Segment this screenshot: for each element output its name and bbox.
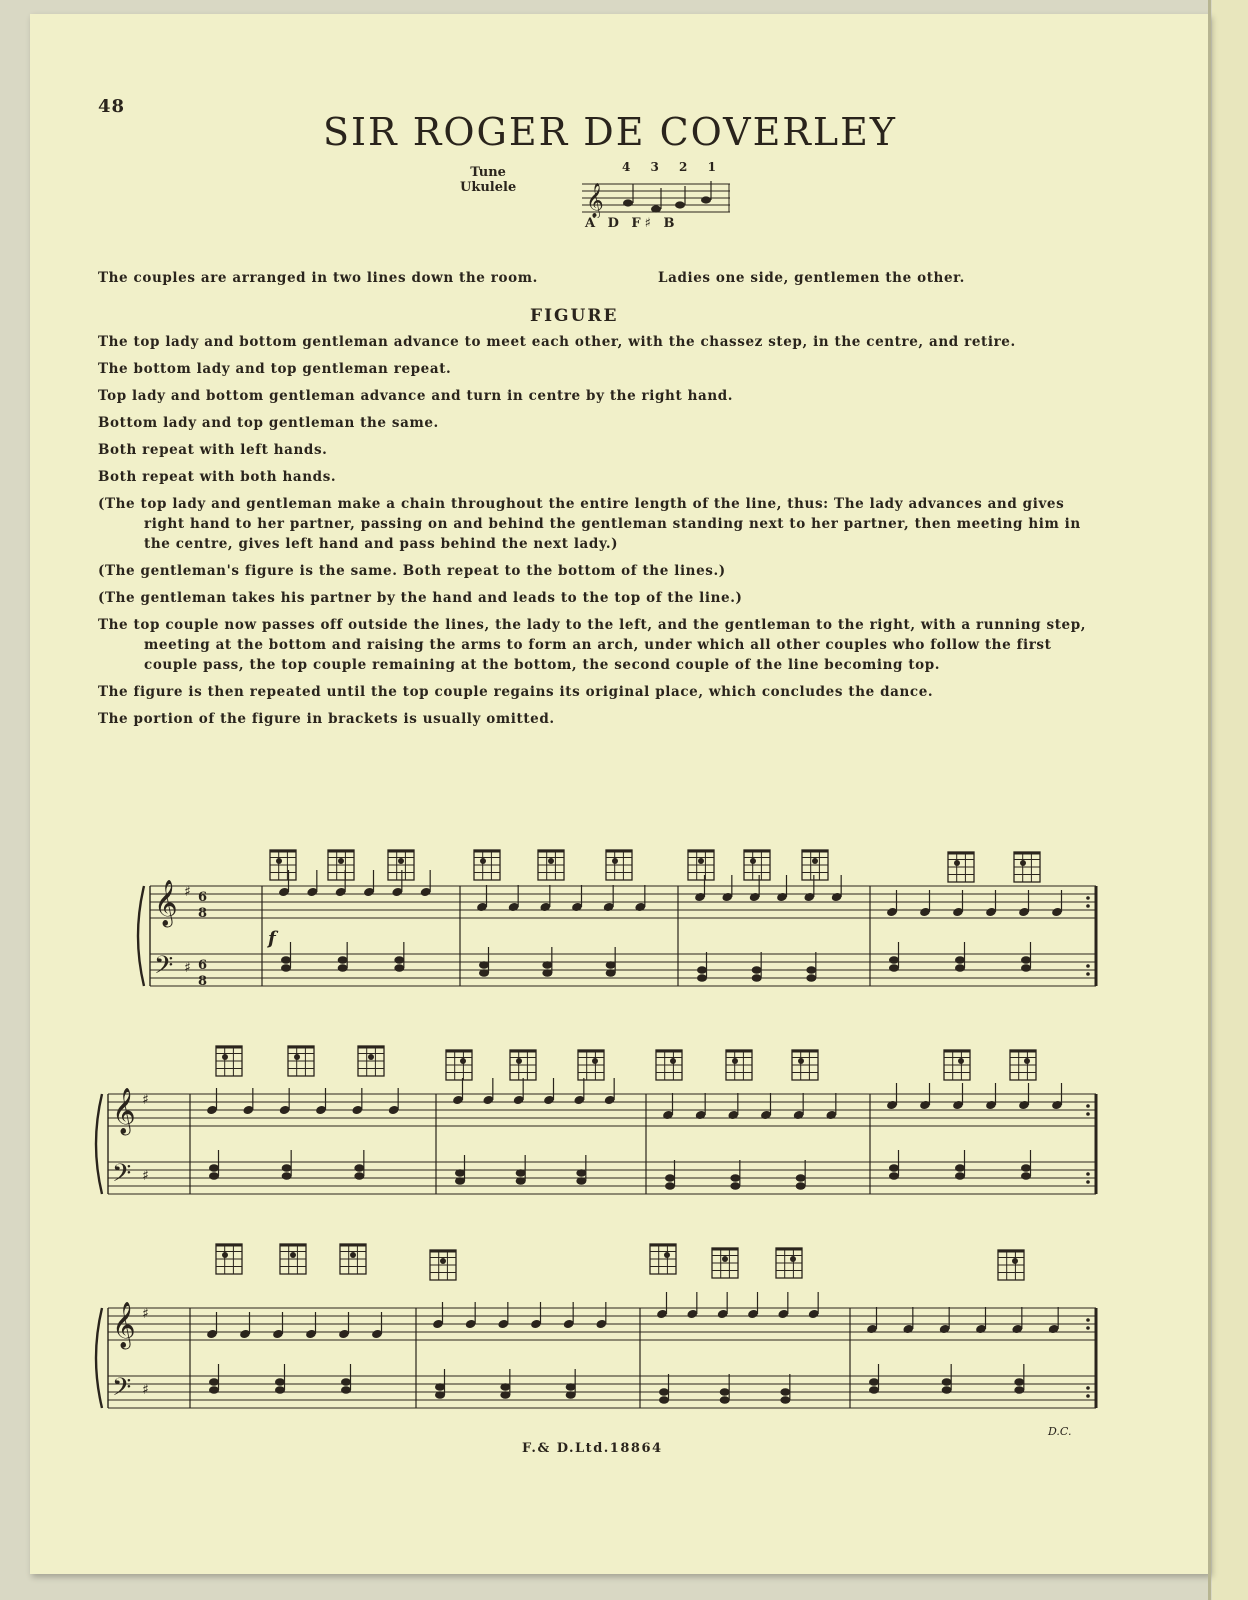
system-brace	[96, 1308, 102, 1408]
bass-note	[275, 1378, 285, 1386]
key-signature: ♯	[142, 1382, 149, 1398]
key-signature: ♯	[142, 1092, 149, 1108]
bass-note	[566, 1383, 576, 1391]
bass-note	[665, 1174, 675, 1182]
bass-note	[209, 1164, 219, 1172]
bass-note	[281, 956, 291, 964]
arrangement-right: Ladies one side, gentlemen the other.	[658, 270, 965, 286]
bass-note	[659, 1388, 669, 1396]
bass-note	[606, 961, 616, 969]
bass-clef: 𝄢	[112, 1373, 132, 1408]
bass-note	[542, 961, 552, 969]
step: The top lady and bottom gentleman advance to meet each other, with the chassez step, in the centre, and retire.	[98, 334, 1016, 350]
step: (The top lady and gentleman make a chain throughout the entire length of the line, thus: The lady advances and gives right hand to her partner, passing on and behind the gentleman standing next to her partner, then meeting him in the centre, gives left hand and pass behind the next lady.)	[98, 496, 1081, 552]
bass-note	[1014, 1378, 1024, 1386]
bass-note	[455, 1169, 465, 1177]
bass-note	[435, 1383, 445, 1391]
bass-note	[209, 1378, 219, 1386]
step: (The gentleman's figure is the same. Both repeat to the bottom of the lines.)	[98, 563, 726, 579]
bass-note	[955, 1164, 965, 1172]
bass-note	[500, 1383, 510, 1391]
step: Both repeat with both hands.	[98, 469, 337, 485]
bass-note	[889, 956, 899, 964]
bass-note	[697, 966, 707, 974]
key-signature: ♯	[142, 1168, 149, 1184]
bass-note	[1021, 956, 1031, 964]
bass-note	[889, 1164, 899, 1172]
bass-note	[282, 1164, 292, 1172]
key-signature: ♯	[142, 1306, 149, 1322]
bass-note	[806, 966, 816, 974]
step: The top couple now passes off outside the lines, the lady to the left, and the gentleman to the right, with a running step, meeting at the bottom and raising the arms to form an arch, under which all other couples who follow the first couple pass, the top couple remaining at the bottom, the second couple of the line becoming top.	[98, 617, 1087, 673]
bass-note	[394, 956, 404, 964]
publisher-footer: F.& D.Ltd.18864	[522, 1441, 663, 1456]
figure-heading: FIGURE	[530, 306, 619, 326]
step: Bottom lady and top gentleman the same.	[98, 415, 439, 431]
bass-note	[942, 1378, 952, 1386]
system-brace	[138, 886, 144, 986]
bass-note	[338, 956, 348, 964]
song-title: SIR ROGER DE COVERLEY	[323, 110, 897, 154]
step: Both repeat with left hands.	[98, 442, 328, 458]
tune-label-line1: Tune	[470, 165, 506, 180]
bass-note	[955, 956, 965, 964]
bass-note	[354, 1164, 364, 1172]
system-brace	[96, 1094, 102, 1194]
time-signature: 6	[198, 958, 208, 973]
bass-note	[730, 1174, 740, 1182]
time-signature: 8	[198, 906, 208, 921]
svg-text:𝄞: 𝄞	[586, 183, 604, 218]
da-capo-mark: D.C.	[1048, 1425, 1072, 1438]
dynamic-marking: f	[268, 928, 276, 949]
bass-clef: 𝄢	[112, 1159, 132, 1194]
arrangement-left: The couples are arranged in two lines down the room.	[98, 270, 538, 286]
time-signature: 6	[198, 890, 208, 905]
step: The portion of the figure in brackets is usually omitted.	[98, 711, 555, 727]
step: The figure is then repeated until the top couple regains its original place, which concludes the dance.	[98, 684, 934, 700]
tune-label-line2: Ukulele	[460, 180, 517, 195]
bass-note	[796, 1174, 806, 1182]
bass-clef: 𝄢	[154, 951, 174, 986]
step: (The gentleman takes his partner by the hand and leads to the top of the line.)	[98, 590, 743, 606]
bass-note	[720, 1388, 730, 1396]
bass-note	[576, 1169, 586, 1177]
bass-note	[341, 1378, 351, 1386]
bass-note	[780, 1388, 790, 1396]
key-signature: ♯	[184, 960, 191, 976]
treble-clef: 𝄞	[154, 880, 178, 926]
bass-note	[516, 1169, 526, 1177]
step: The bottom lady and top gentleman repeat.	[98, 361, 452, 377]
key-signature: ♯	[184, 884, 191, 900]
page-number: 48	[98, 96, 126, 117]
tuning-fingers: 4 3 2 1	[622, 160, 724, 174]
bass-note	[1021, 1164, 1031, 1172]
bass-note	[869, 1378, 879, 1386]
bass-note	[752, 966, 762, 974]
time-signature: 8	[198, 974, 208, 989]
treble-clef: 𝄞	[112, 1302, 136, 1348]
step: Top lady and bottom gentleman advance and turn in centre by the right hand.	[98, 388, 734, 404]
bass-note	[479, 961, 489, 969]
tuning-notes: A D F♯ B	[585, 216, 679, 231]
treble-clef: 𝄞	[112, 1088, 136, 1134]
